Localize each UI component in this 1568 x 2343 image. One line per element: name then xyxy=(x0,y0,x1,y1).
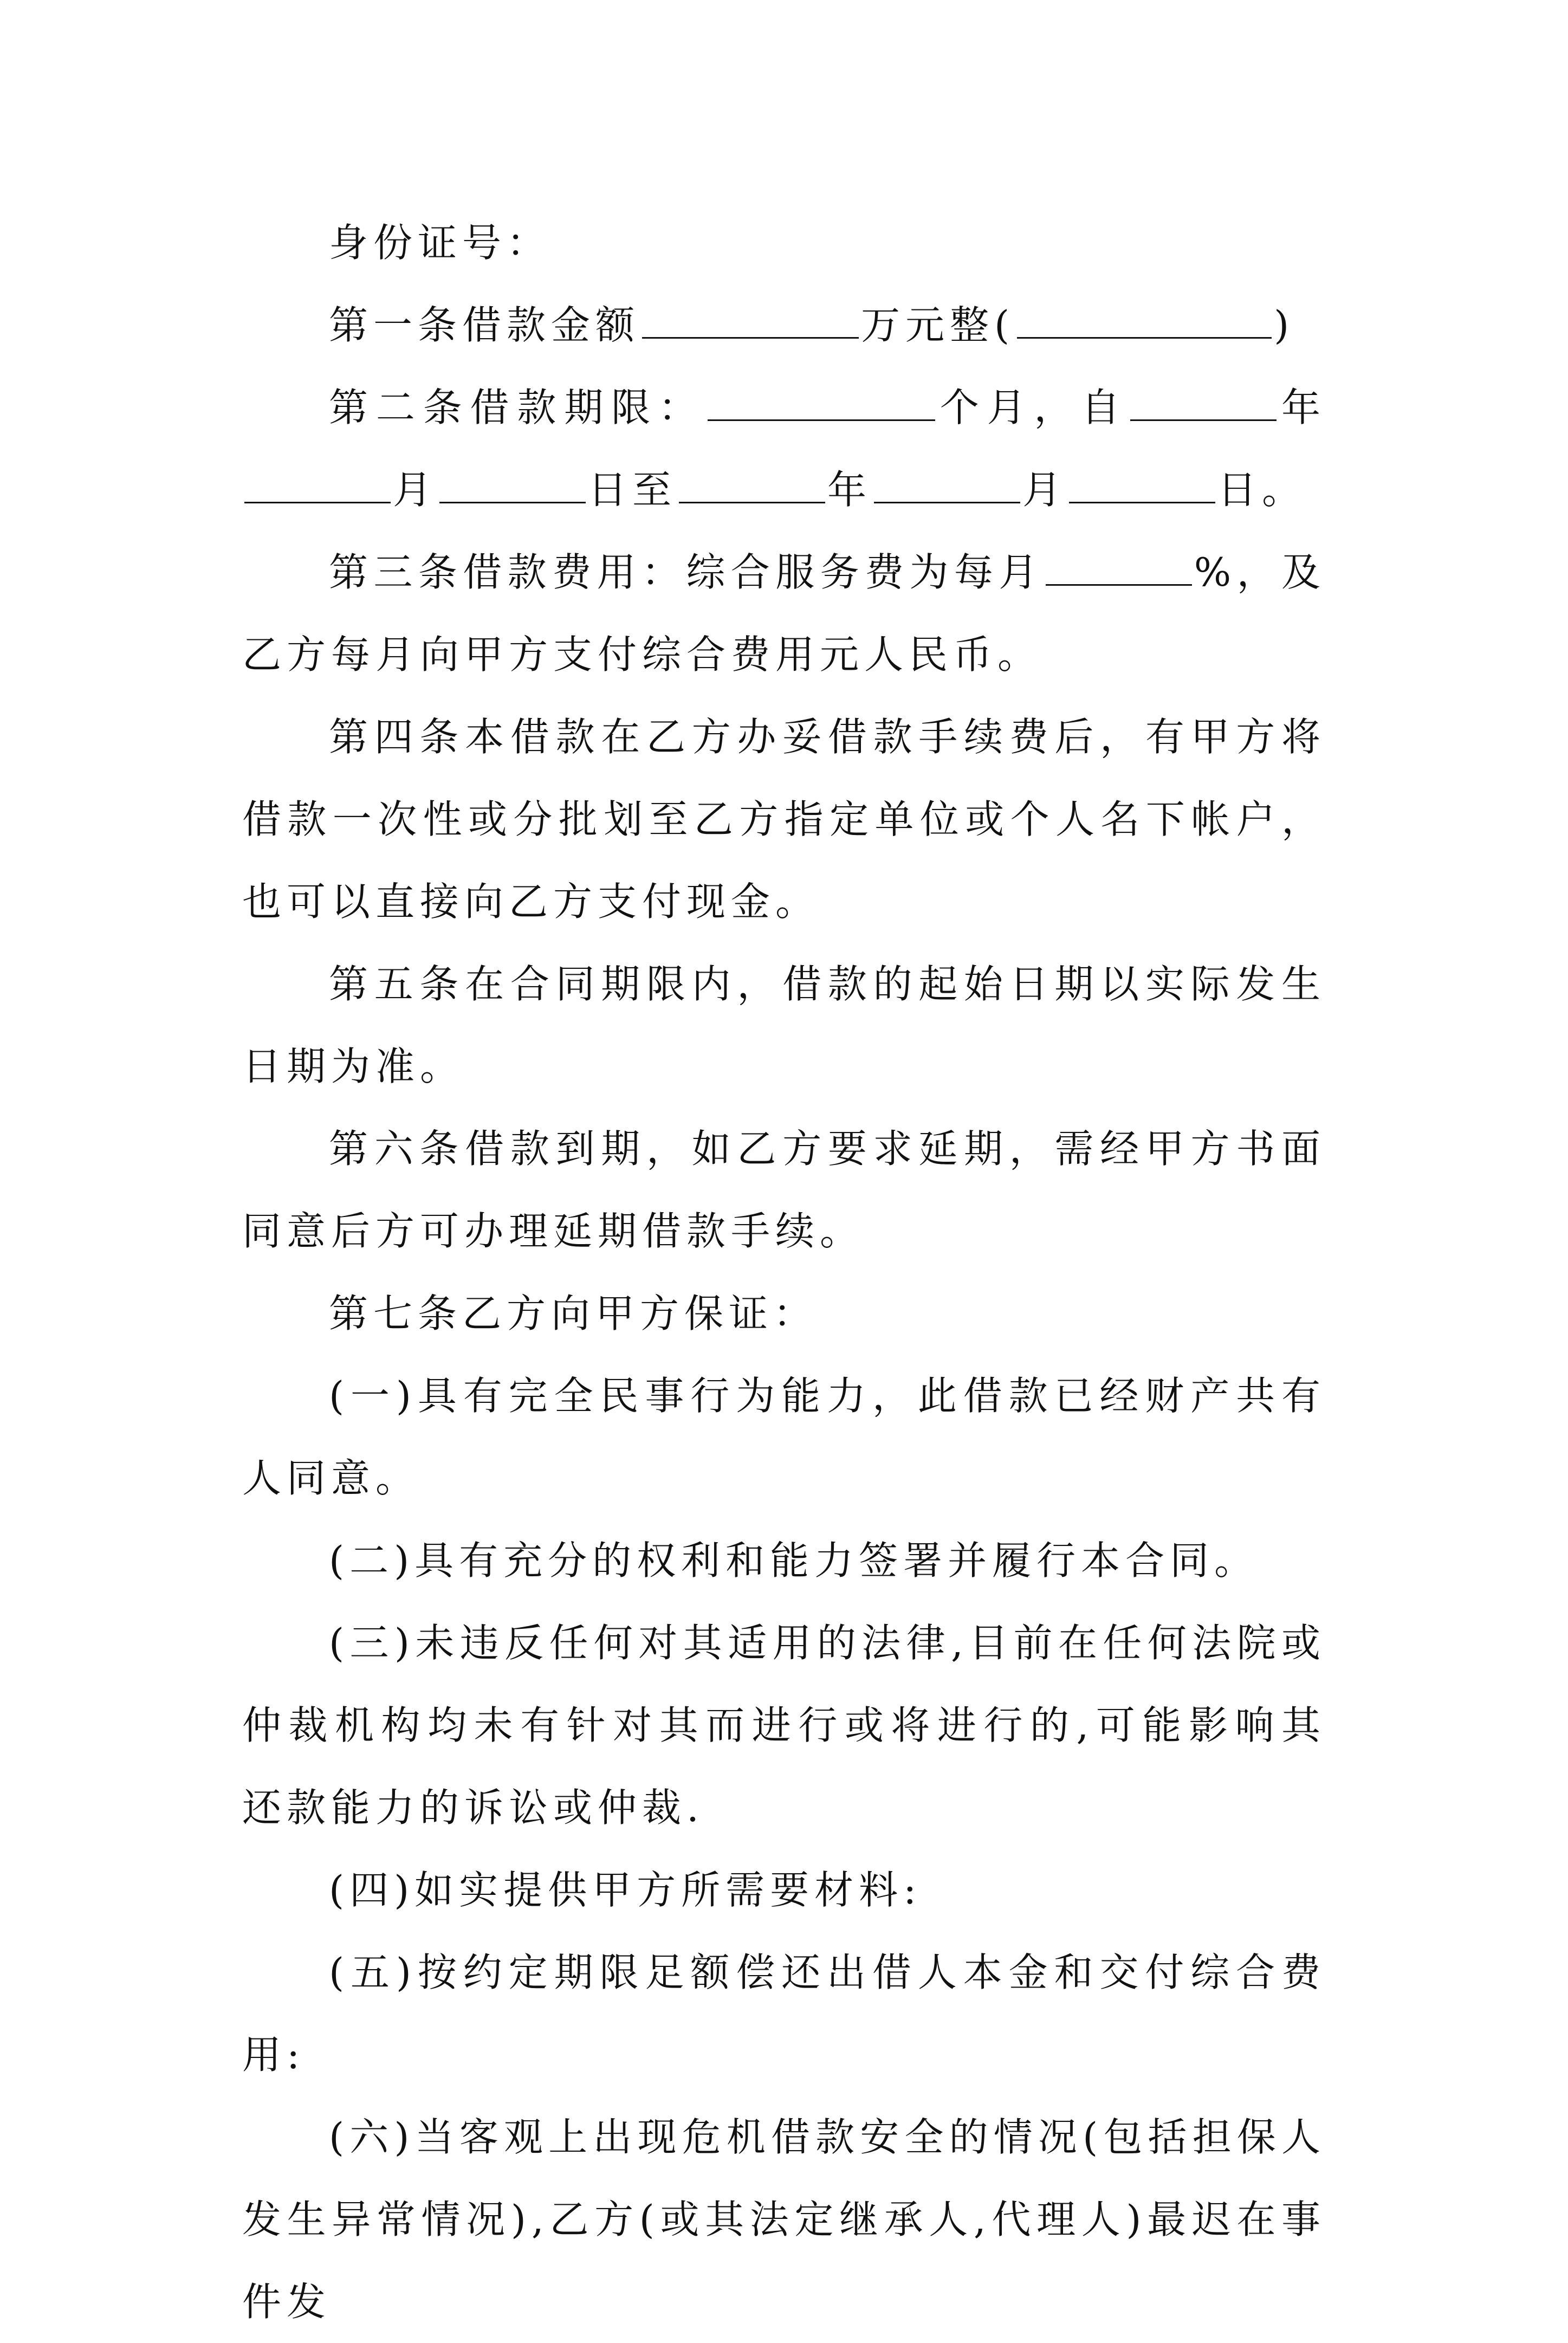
article-2-month1: 月 xyxy=(393,467,438,513)
article-4: 第四条本借款在乙方办妥借款手续费后，有甲方将借款一次性或分批划至乙方指定单位或个人名下帐户，也可以直接向乙方支付现金。 xyxy=(242,714,1326,924)
id-number-label: 身份证号： xyxy=(329,220,552,266)
article-2-year1: 年 xyxy=(1279,385,1326,430)
article-1-suffix: ) xyxy=(1274,302,1295,348)
contract-body xyxy=(242,202,1326,2343)
guarantee-item-1: (一)具有完全民事行为能力，此借款已经财产共有人同意。 xyxy=(242,1373,1326,1501)
article-2-months: 个月，自 xyxy=(937,385,1129,430)
article-3-suffix: %，及乙方每月向甲方支付综合费用元人民币。 xyxy=(242,549,1326,677)
article-7: 第七条乙方向甲方保证： xyxy=(329,1291,818,1336)
article-1-middle: 万元整( xyxy=(861,302,1015,348)
guarantee-item-4: (四)如实提供甲方所需要材料: xyxy=(329,1867,922,1913)
article-3-prefix: 第三条借款费用：综合服务费为每月 xyxy=(329,549,1044,595)
start-year-blank[interactable] xyxy=(1130,388,1277,421)
guarantee-item-3: (三)未违反任何对其适用的法律,目前在任何法院或仲裁机构均未有针对其而进行或将进行的,可能影响其还款能力的诉讼或仲裁. xyxy=(242,1620,1326,1830)
article-2-prefix: 第二条借款期限： xyxy=(329,385,705,430)
article-2 xyxy=(242,366,1326,531)
article-1-prefix: 第一条借款金额 xyxy=(329,302,640,348)
loan-amount-blank[interactable] xyxy=(642,306,859,339)
guarantee-item-5: (五)按约定期限足额偿还出借人本金和交付综合费用: xyxy=(242,1950,1326,2077)
start-day-blank[interactable] xyxy=(439,470,586,503)
id-number-line xyxy=(242,202,1326,284)
guarantee-item-2: (二)具有充分的权利和能力签署并履行本合同。 xyxy=(329,1538,1259,1583)
start-month-blank[interactable] xyxy=(244,470,391,503)
article-2-day2: 日。 xyxy=(1217,467,1307,513)
service-fee-rate-blank[interactable] xyxy=(1046,553,1192,586)
article-2-year2: 年 xyxy=(827,467,872,513)
article-5: 第五条在合同期限内，借款的起始日期以实际发生日期为准。 xyxy=(242,961,1326,1089)
article-1 xyxy=(242,284,1326,366)
end-day-blank[interactable] xyxy=(1069,470,1215,503)
end-year-blank[interactable] xyxy=(679,470,825,503)
article-2-month2: 月 xyxy=(1022,467,1067,513)
article-6: 第六条借款到期，如乙方要求延期，需经甲方书面同意后方可办理延期借款手续。 xyxy=(242,1126,1326,1254)
article-2-day1-to: 日至 xyxy=(588,467,677,513)
guarantee-item-6: (六)当客观上出现危机借款安全的情况(包括担保人发生异常情况),乙方(或其法定继承人,代理人)最迟在事件发 xyxy=(242,2114,1326,2325)
loan-term-months-blank[interactable] xyxy=(708,388,935,421)
loan-amount-words-blank[interactable] xyxy=(1017,306,1272,339)
end-month-blank[interactable] xyxy=(874,470,1020,503)
article-3 xyxy=(242,531,1326,696)
